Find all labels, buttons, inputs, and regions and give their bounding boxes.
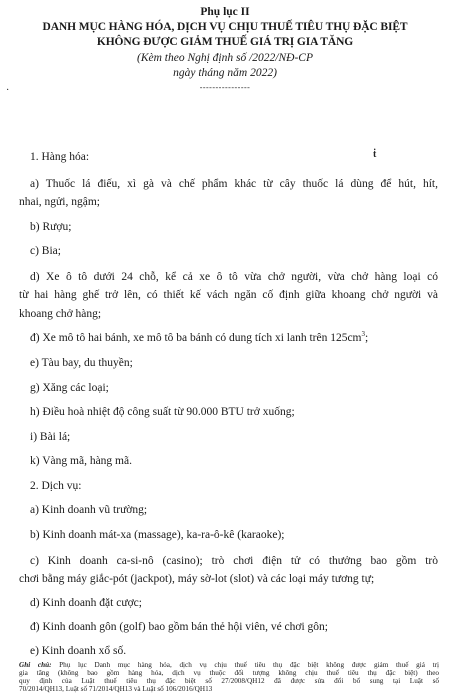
item-1dd — [30, 330, 369, 345]
scan-speck: · — [6, 85, 10, 96]
header-divider: ---------------- — [199, 83, 251, 92]
footnote-text-1: Phụ lục Danh mục hàng hóa, dịch vụ chịu thuế tiêu thụ đặc biệt không được giảm thuế giá trị — [51, 661, 439, 669]
footnote-line-2: gia tăng (không bao gồm hàng hóa, dịch vụ thuộc đối tượng không chịu thuế tiêu thụ đặc biệt) theo — [19, 669, 439, 677]
decree-reference-line-1: (Kèm theo Nghị định số /2022/NĐ-CP — [136, 52, 313, 64]
item-1d-line-1: d) Xe ô tô dưới 24 chỗ, kể cả xe ô tô vừa chở người, vừa chở hàng loại có — [30, 271, 438, 283]
section-1-heading: 1. Hàng hóa: — [30, 151, 90, 163]
footnote-line-4: 70/2014/QH13, Luật số 71/2014/QH13 và Luật số 106/2016/QH13 — [19, 685, 213, 693]
document-title-line-2: KHÔNG ĐƯỢC GIẢM THUẾ GIÁ TRỊ GIA TĂNG — [96, 36, 354, 48]
item-1k: k) Vàng mã, hàng mã. — [30, 455, 132, 467]
item-2d: d) Kinh doanh đặt cược; — [30, 597, 142, 609]
item-1c: c) Bia; — [30, 245, 61, 257]
item-1a-line-1: a) Thuốc lá điếu, xì gà và chế phẩm khác từ cây thuốc lá dùng để hút, hít, — [30, 178, 438, 190]
appendix-label: Phụ lục II — [200, 6, 250, 18]
item-1dd-superscript: 3 — [361, 330, 366, 339]
footnote-line-3: quy định của Luật thuế tiêu thụ đặc biệt số 27/2008/QH12 đã được sửa đổi bổ sung tại Luật số — [19, 677, 439, 685]
item-2b: b) Kinh doanh mát-xa (massage), ka-ra-ô-kê (karaoke); — [30, 529, 285, 541]
item-2a: a) Kinh doanh vũ trường; — [30, 504, 148, 516]
item-1i: i) Bài lá; — [30, 431, 71, 443]
item-1d-line-3: khoang chở hàng; — [19, 308, 102, 320]
item-2dd: đ) Kinh doanh gôn (golf) bao gồm bán thẻ hội viên, vé chơi gôn; — [30, 621, 328, 633]
scan-speck: ṫ — [373, 149, 377, 160]
item-1a-line-2: nhai, ngửi, ngậm; — [19, 196, 100, 208]
item-1h: h) Điều hoà nhiệt độ công suất từ 90.000 BTU trở xuống; — [30, 406, 295, 418]
item-1e: e) Tàu bay, du thuyền; — [30, 357, 133, 369]
item-2e: e) Kinh doanh xổ số. — [30, 645, 127, 657]
item-1dd-end: ; — [365, 332, 369, 344]
item-1d-line-2: từ hai hàng ghế trở lên, có thiết kế vách ngăn cố định giữa khoang chở người và — [19, 289, 438, 301]
item-2c-line-1: c) Kinh doanh ca-si-nô (casino); trò chơi điện tử có thưởng bao gồm trò — [30, 555, 438, 567]
item-2c-line-2: chơi bằng máy giắc-pót (jackpot), máy sờ-lot (slot) và các loại máy tương tự; — [19, 573, 375, 585]
item-1b: b) Rượu; — [30, 221, 72, 233]
footnote-label: Ghi chú: — [19, 661, 52, 669]
item-1dd-text: đ) Xe mô tô hai bánh, xe mô tô ba bánh có dung tích xi lanh trên 125cm — [30, 332, 362, 344]
section-2-heading: 2. Dịch vụ: — [30, 480, 82, 492]
document-title-line-1: DANH MỤC HÀNG HÓA, DỊCH VỤ CHỊU THUẾ TIÊU THỤ ĐẶC BIỆT — [42, 21, 408, 33]
item-1g: g) Xăng các loại; — [30, 382, 109, 394]
decree-reference-line-2: ngày tháng năm 2022) — [173, 67, 277, 79]
